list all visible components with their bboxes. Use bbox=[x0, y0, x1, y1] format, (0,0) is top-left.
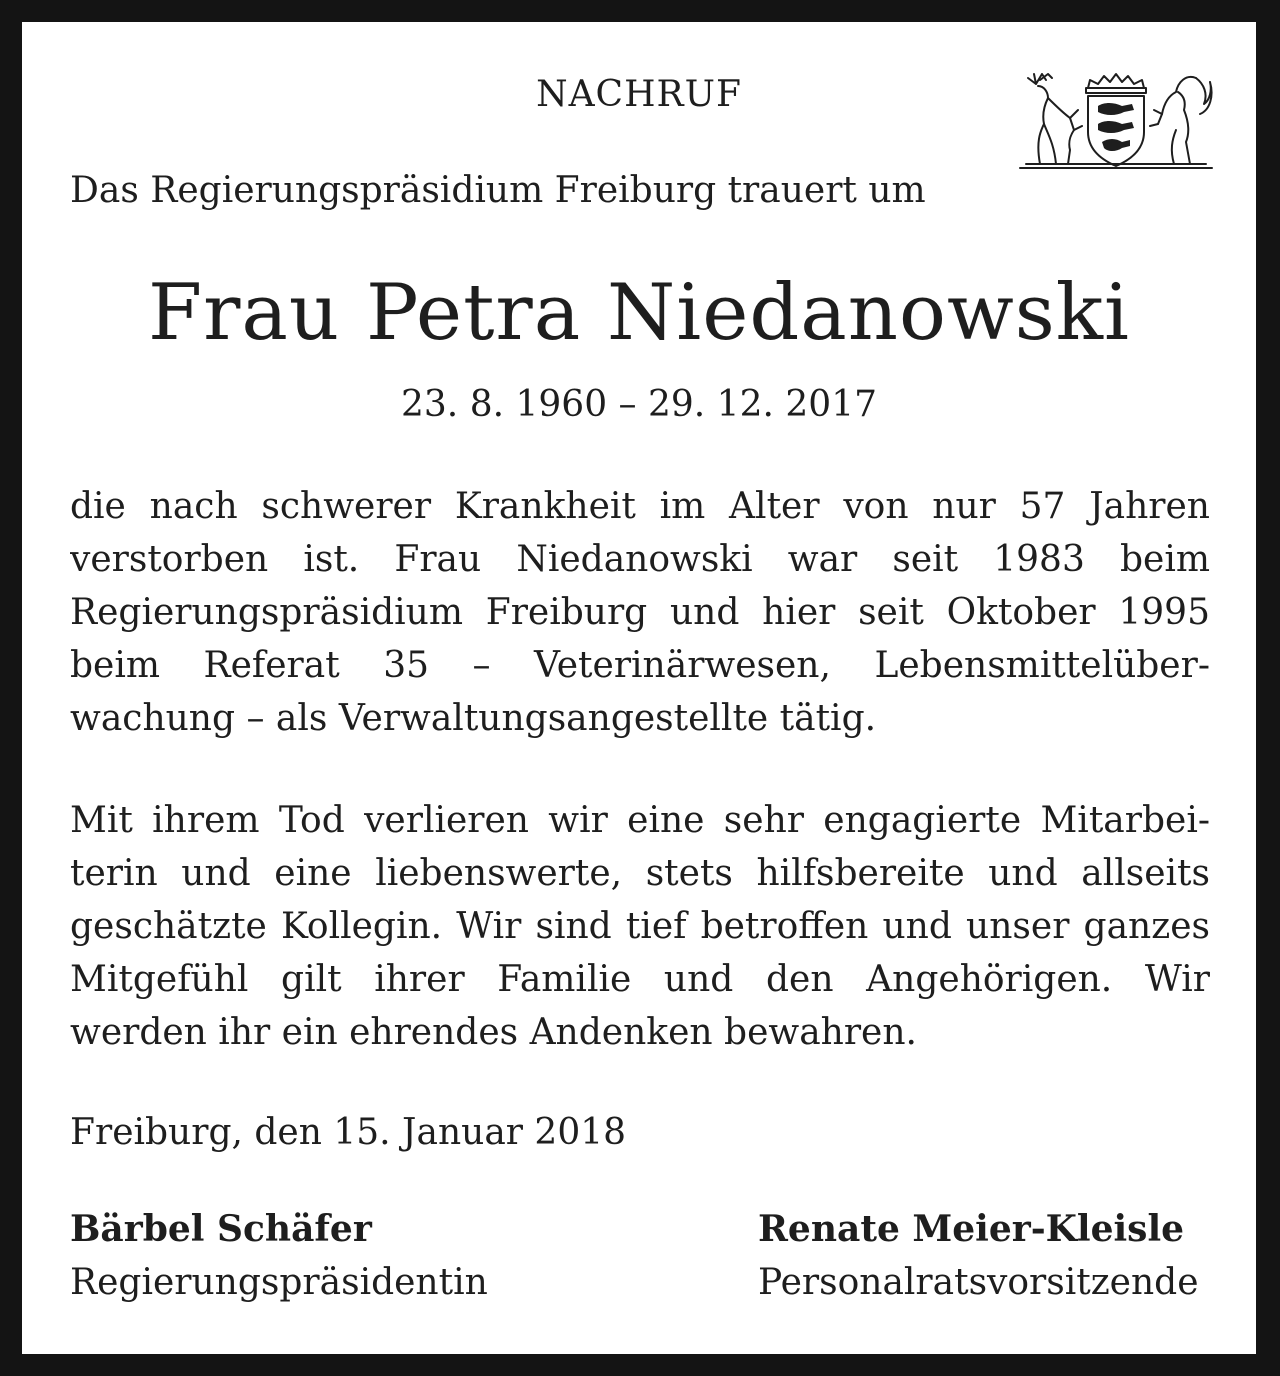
coat-of-arms-icon bbox=[1018, 70, 1214, 172]
text-line: wachung – als Verwaltungsangestellte tätig. bbox=[70, 698, 877, 739]
text-line: terin und eine liebenswerte, stets hilfsbereite und allseits bbox=[70, 853, 1210, 894]
text-line: werden ihr ein ehrendes Andenken bewahren. bbox=[70, 1012, 917, 1053]
text-line: geschätzte Kollegin. Wir sind tief betroffen und unser ganzes bbox=[70, 906, 1210, 947]
paragraph-career bbox=[70, 480, 1210, 745]
signatory-name: Bärbel Schäfer bbox=[70, 1208, 372, 1250]
heading: NACHRUF bbox=[536, 74, 742, 115]
signatory-left bbox=[70, 1202, 488, 1310]
text-line: Mit ihrem Tod verlieren wir eine sehr engagierte Mitarbei- bbox=[70, 800, 1210, 841]
signatory-right bbox=[758, 1202, 1199, 1310]
signatory-role: Personalratsvorsitzende bbox=[758, 1262, 1199, 1303]
signatory-name: Renate Meier-Kleisle bbox=[758, 1208, 1185, 1250]
text-line: verstorben ist. Frau Niedanowski war seit 1983 beim bbox=[70, 539, 1210, 580]
text-line: Regierungspräsidium Freiburg und hier seit Oktober 1995 bbox=[70, 592, 1210, 633]
text-line: beim Referat 35 – Veterinärwesen, Lebensmittelüber- bbox=[70, 645, 1210, 686]
signatory-role: Regierungspräsidentin bbox=[70, 1262, 488, 1303]
paragraph-condolence bbox=[70, 794, 1210, 1059]
intro-text: Das Regierungspräsidium Freiburg trauert um bbox=[70, 170, 926, 211]
life-dates: 23. 8. 1960 – 29. 12. 2017 bbox=[401, 384, 877, 425]
text-line: die nach schwerer Krankheit im Alter von nur 57 Jahren bbox=[70, 486, 1210, 527]
place-date: Freiburg, den 15. Januar 2018 bbox=[70, 1112, 627, 1153]
text-line: Mitgefühl gilt ihrer Familie und den Angehörigen. Wir bbox=[70, 959, 1210, 1000]
deceased-name: Frau Petra Niedanowski bbox=[148, 268, 1130, 358]
obituary-card bbox=[22, 22, 1256, 1354]
